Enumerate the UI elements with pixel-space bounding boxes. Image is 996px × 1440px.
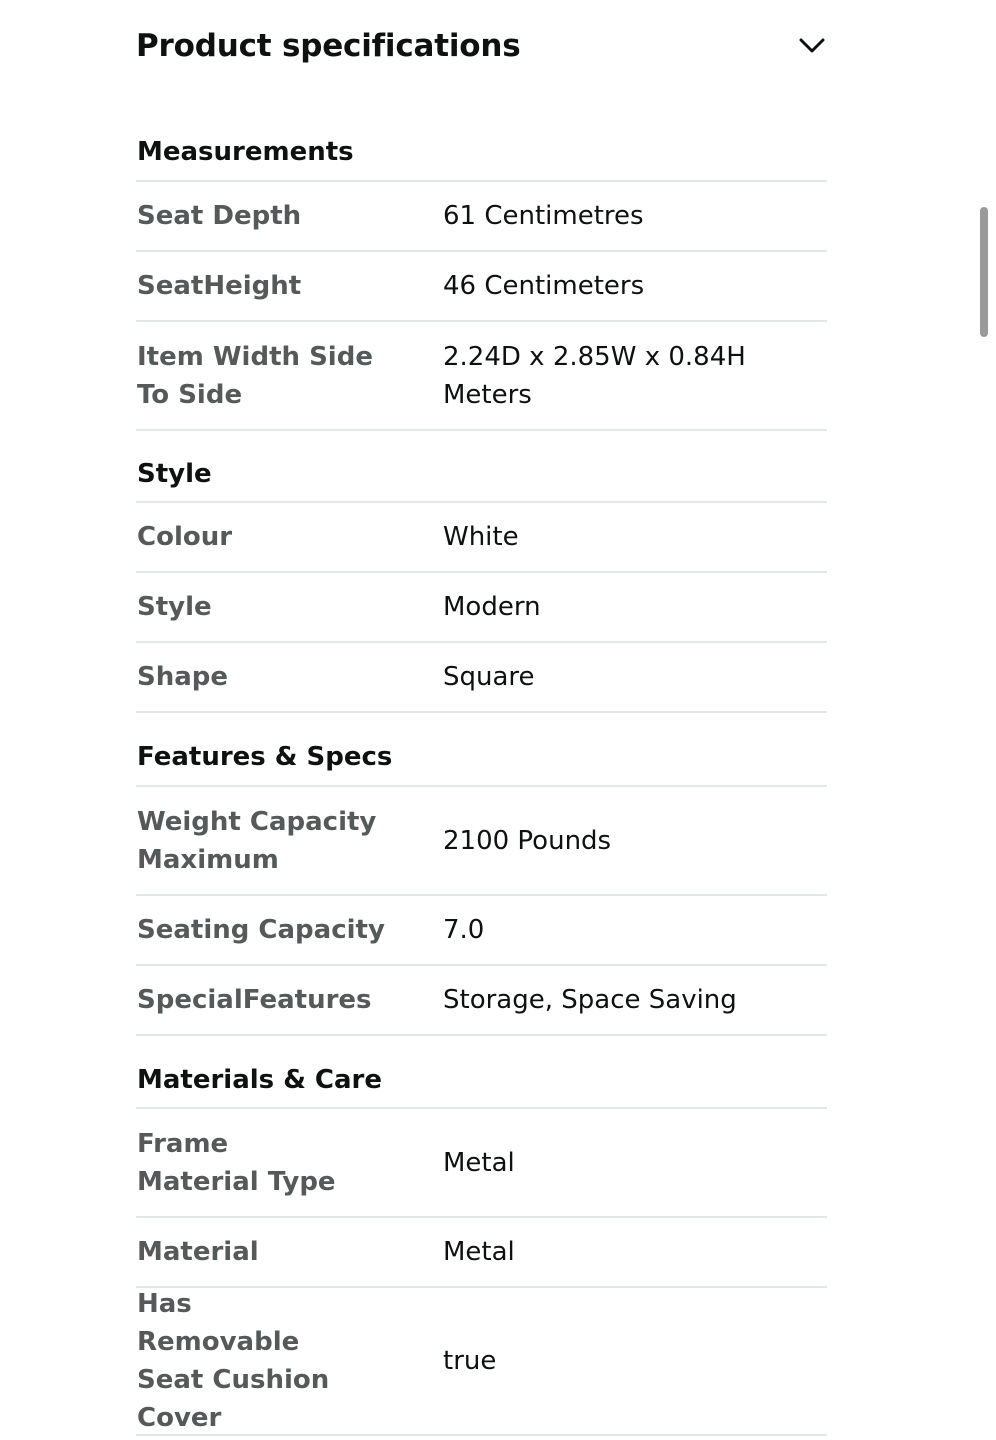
- spec-value: 61 Centimetres: [443, 201, 644, 231]
- section-heading: Product specifications: [136, 28, 521, 64]
- spec-row-seating-capacity: [136, 896, 827, 966]
- spec-row-special-features: [136, 966, 827, 1036]
- spec-table-measurements: [136, 180, 827, 431]
- spec-key: Seating Capacity: [137, 915, 385, 945]
- spec-value: Modern: [443, 592, 541, 622]
- spec-row-material: [136, 1218, 827, 1288]
- spec-value: Metal: [443, 1237, 515, 1267]
- spec-table-style: [136, 501, 827, 713]
- section-title-style: Style: [137, 459, 212, 489]
- spec-row-frame-material: [136, 1109, 827, 1218]
- spec-key: Shape: [137, 662, 229, 692]
- spec-key: Style: [137, 592, 212, 622]
- spec-row-colour: [136, 503, 827, 573]
- product-specifications-panel: [136, 0, 827, 1436]
- scrollbar-thumb[interactable]: [980, 207, 988, 337]
- spec-value: true: [443, 1346, 497, 1376]
- spec-row-item-width: [136, 322, 827, 431]
- spec-key: Item Width Side To Side: [137, 341, 373, 410]
- spec-key: Frame Material Type: [137, 1128, 336, 1197]
- spec-value: Metal: [443, 1147, 515, 1178]
- spec-key: Colour: [137, 522, 233, 552]
- spec-key: Has Removable Seat Cushion Cover: [137, 1289, 330, 1433]
- chevron-down-icon[interactable]: [799, 36, 825, 56]
- spec-key: Material: [137, 1237, 259, 1267]
- spec-table-materials-care: [136, 1107, 827, 1436]
- spec-key: Weight Capacity Maximum: [137, 806, 377, 875]
- spec-table-features-specs: [136, 785, 827, 1036]
- spec-key: SeatHeight: [137, 271, 302, 301]
- spec-row-style: [136, 573, 827, 643]
- spec-row-seat-depth: [136, 182, 827, 252]
- spec-key: SpecialFeatures: [137, 985, 372, 1015]
- spec-value: 2100 Pounds: [443, 825, 612, 856]
- section-title-features-specs: Features & Specs: [137, 742, 393, 772]
- spec-value: 46 Centimeters: [443, 271, 645, 301]
- spec-value: White: [443, 522, 519, 552]
- spec-key: Seat Depth: [137, 201, 302, 231]
- spec-value: 7.0: [443, 915, 485, 945]
- specifications-header[interactable]: [136, 0, 827, 100]
- spec-row-shape: [136, 643, 827, 713]
- spec-row-removable-cushion: [136, 1288, 827, 1436]
- spec-value: 2.24D x 2.85W x 0.84H Meters: [443, 341, 746, 410]
- spec-value: Square: [443, 662, 535, 692]
- section-title-materials-care: Materials & Care: [137, 1065, 383, 1095]
- spec-value: Storage, Space Saving: [443, 985, 737, 1015]
- spec-row-weight-capacity: [136, 787, 827, 896]
- section-title-measurements: Measurements: [137, 137, 354, 167]
- spec-row-seat-height: [136, 252, 827, 322]
